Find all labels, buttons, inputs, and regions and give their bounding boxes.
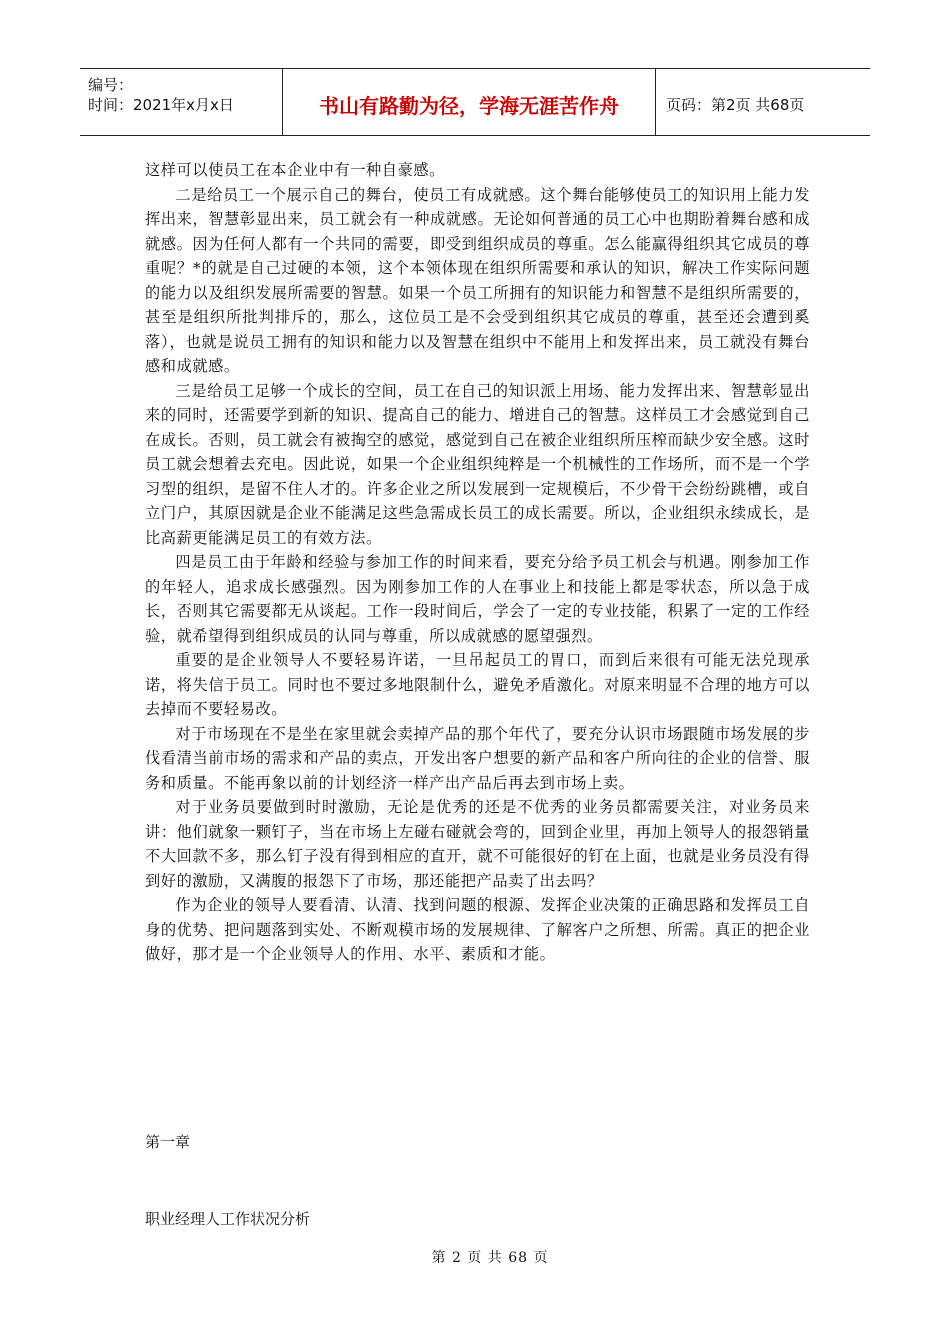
paragraph: 重要的是企业领导人不要轻易许诺，一旦吊起员工的胃口，而到后来很有可能无法兑现承诺，将失信于员工。同时也不要过多地限制什么，避免矛盾激化。对原来明显不合理的地方可以去掉而不要轻易改。 <box>145 651 810 718</box>
page-footer: 第 2 页 共 68 页 <box>431 1250 549 1266</box>
paragraph: 对于业务员要做到时时激励，无论是优秀的还是不优秀的业务员都需要关注，对业务员来讲：他们就象一颗钉子，当在市场上左碰右碰就会弯的，回到企业里，再加上领导人的报怨销量不大回款不多，那么钉子没有得到相应的直开，就不可能很好的钉在上面，也就是业务员没有得到好的激励，又满腹的报怨下了市场，那还能把产品卖了出去吗？ <box>145 798 810 890</box>
document-body <box>145 158 810 967</box>
paragraph: 四是员工由于年龄和经验与参加工作的时间来看，要充分给予员工机会与机遇。刚参加工作的年轻人，追求成长感强烈。因为刚参加工作的人在事业上和技能上都是零状态，所以急于成长，否则其它需要都无从谈起。工作一段时间后，学会了一定的专业技能，积累了一定的工作经验，就希望得到组织成员的认同与尊重，所以成就感的愿望强烈。 <box>145 553 810 645</box>
paragraph: 这样可以使员工在本企业中有一种自豪感。 <box>145 161 445 179</box>
paragraph: 三是给员工足够一个成长的空间，员工在自己的知识派上用场、能力发挥出来、智慧彰显出来的同时，还需要学到新的知识、提高自己的能力、增进自己的智慧。这样员工才会感觉到自己在成长。否则，员工就会有被掏空的感觉，感觉到自己在被企业组织所压榨而缺少安全感。这时员工就会想着去充电。因此说，如果一个企业组织纯粹是一个机械性的工作场所，而不是一个学习型的组织，是留不住人才的。许多企业之所以发展到一定规模后，不少骨干会纷纷跳槽，或自立门户，其原因就是企业不能满足这些急需成长员工的成长需要。所以，企业组织永续成长，是比高薪更能满足员工的有效方法。 <box>145 381 810 547</box>
paragraph: 对于市场现在不是坐在家里就会卖掉产品的那个年代了，要充分认识市场跟随市场发展的步伐看清当前市场的需求和产品的卖点，开发出客户想要的新产品和客户所向往的企业的信誉、服务和质量。不能再象以前的计划经济一样产出产品后再去到市场上卖。 <box>145 724 810 792</box>
header-page-info: 页码：第2页 共68页 <box>666 95 805 114</box>
header-motto: 书山有路勤为径，学海无涯苦作舟 <box>283 69 656 135</box>
date-label: 时间：2021年x月x日 <box>88 96 234 114</box>
paragraph: 作为企业的领导人要看清、认清、找到问题的根源、发挥企业决策的正确思路和发挥员工自身的优势、把问题落到实处、不断观模市场的发展规律、了解客户之所想、所需。真正的把企业做好，那才是一个企业领导人的作用、水平、素质和才能。 <box>145 896 810 963</box>
serial-number-label: 编号： <box>88 76 134 94</box>
section-title: 职业经理人工作状况分析 <box>145 1210 311 1228</box>
chapter-heading: 第一章 <box>145 1133 191 1151</box>
header-meta <box>80 69 283 135</box>
paragraph: 二是给员工一个展示自己的舞台，使员工有成就感。这个舞台能够使员工的知识用上能力发挥出来，智慧彰显出来，员工就会有一种成就感。无论如何普通的员工心中也期盼着舞台感和成就感。因为任何人都有一个共同的需要，即受到组织成员的尊重。怎么能赢得组织其它成员的尊重呢？*的就是自己过硬的本领，这个本领体现在组织所需要和承认的知识，解决工作实际问题的能力以及组织发展所需要的智慧。如果一个员工所拥有的知识能力和智慧不是组织所需要的，甚至是组织所批判排斥的，那么，这位员工是不会受到组织其它成员的尊重，甚至还会遭到奚落），也就是说员工拥有的知识和能力以及智慧在组织中不能用上和发挥出来，员工就没有舞台感和成就感。 <box>145 185 810 375</box>
page-header <box>80 68 870 136</box>
